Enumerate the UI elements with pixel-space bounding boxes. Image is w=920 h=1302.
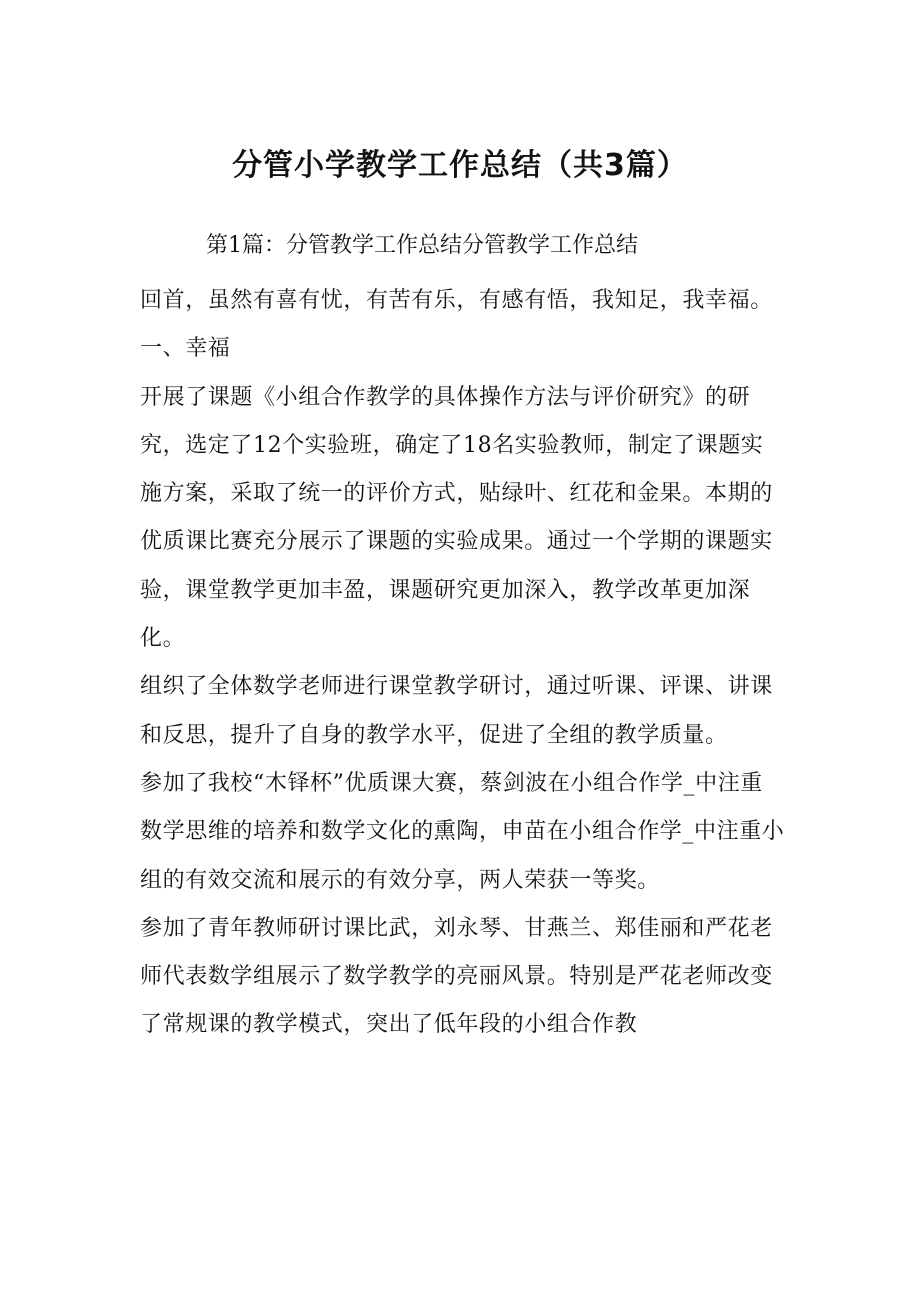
document-body bbox=[140, 277, 785, 1050]
section-heading: 一、幸福 bbox=[140, 336, 231, 362]
paragraph-intro: 回首，虽然有喜有忧，有苦有乐，有感有悟，我知足，我幸福。 bbox=[140, 288, 773, 313]
document-subtitle: 第1篇：分管教学工作总结分管教学工作总结 bbox=[206, 233, 638, 258]
paragraph: 参加了我校“木铎杯”优质课大赛，蔡剑波在小组合作学_中注重数学思维的培养和数学文化的熏陶，申苗在小组合作学_中注重小组的有效交流和展示的有效分享，两人荣获一等奖。 bbox=[140, 770, 785, 893]
paragraph: 组织了全体数学老师进行课堂教学研讨，通过听课、评课、讲课和反思，提升了自身的教学水平，促进了全组的教学质量。 bbox=[140, 674, 773, 748]
document-title: 分管小学教学工作总结（共3篇） bbox=[232, 148, 688, 183]
paragraph: 参加了青年教师研讨课比武，刘永琴、甘燕兰、郑佳丽和严花老师代表数学组展示了数学教学的亮丽风景。特别是严花老师改变了常规课的教学模式，突出了低年段的小组合作教 bbox=[140, 915, 773, 1038]
paragraph: 开展了课题《小组合作教学的具体操作方法与评价研究》的研究，选定了12个实验班，确定了18名实验教师，制定了课题实施方案，采取了统一的评价方式，贴绿叶、红花和金果。本期的优质课比赛充分展示了课题的实验成果。通过一个学期的课题实验，课堂教学更加丰盈，课题研究更加深入，教学改革更加深化。 bbox=[140, 384, 773, 652]
